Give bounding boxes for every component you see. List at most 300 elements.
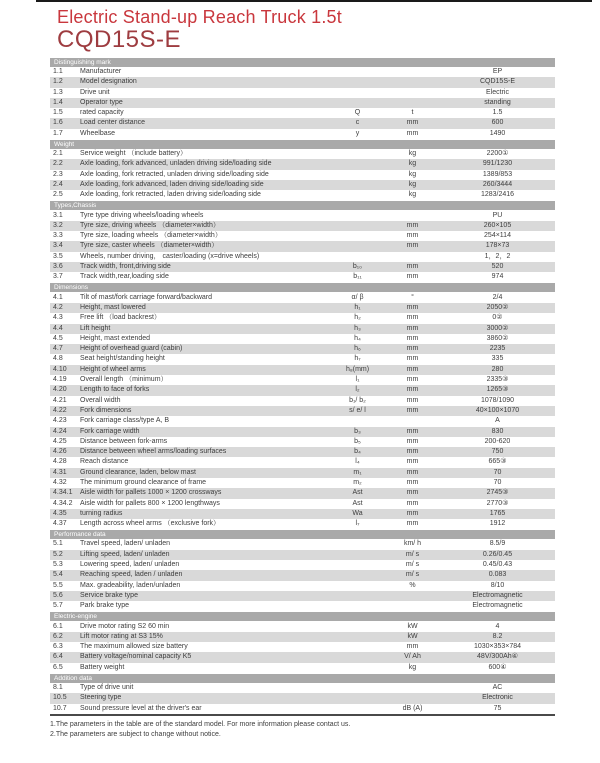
row-value: 830 (491, 427, 504, 435)
row-unit: mm (406, 314, 419, 322)
spec-row (50, 149, 555, 159)
row-label: Aisle width for pallets 1000 × 1200 crossways (80, 489, 222, 497)
row-label: Seat height/standing height (80, 355, 165, 363)
row-number: 5.5 (53, 581, 63, 589)
spec-row (50, 221, 555, 231)
row-value: 1，2，2 (484, 252, 511, 260)
row-symbol: h₃ (354, 324, 361, 332)
row-number: 3.3 (53, 232, 63, 240)
row-unit: kg (408, 180, 417, 188)
spec-row (50, 447, 555, 457)
spec-row (50, 129, 555, 139)
spec-row (50, 499, 555, 509)
row-label: Length across wheel arms （exclusive fork） (80, 520, 221, 528)
row-unit: mm (406, 520, 419, 528)
spec-row (50, 478, 555, 488)
row-number: 6.4 (53, 653, 63, 661)
spec-row (50, 591, 555, 601)
row-label: Battery weight (80, 663, 125, 671)
row-unit: mm (406, 643, 419, 651)
row-label: Lifting speed, laden/ unladen (80, 550, 170, 558)
row-number: 5.2 (53, 550, 63, 558)
row-value: 70 (493, 468, 502, 476)
spec-row (50, 293, 555, 303)
row-symbol: h₁ (354, 303, 361, 311)
row-number: 4.4 (53, 324, 63, 332)
footnote-1: 1.The parameters in the table are of the standard model. For more information please contact us. (50, 721, 351, 728)
section-header: Addition data (50, 674, 555, 683)
row-unit: kg (408, 150, 417, 158)
row-symbol: h₂ (354, 314, 361, 322)
row-symbol: Ast (352, 489, 363, 497)
row-value: 520 (491, 263, 504, 271)
spec-row (50, 324, 555, 334)
section-header: Distinguishing mark (50, 58, 555, 67)
row-number: 4.25 (53, 437, 67, 445)
spec-row (50, 683, 555, 693)
row-number: 1.6 (53, 119, 63, 127)
spec-row (50, 77, 555, 87)
spec-row (50, 118, 555, 128)
row-value: 0② (492, 314, 503, 322)
row-value: 600④ (488, 663, 507, 671)
row-label: Height, mast extended (80, 334, 151, 342)
section-header: Performance data (50, 530, 555, 539)
row-label: Battery voltage/nominal capacity K5 (80, 653, 192, 661)
row-label: Overall length （minimum） (80, 376, 168, 384)
row-label: Drive unit (80, 88, 110, 96)
row-unit: mm (406, 263, 419, 271)
row-value: 8/10 (490, 581, 505, 589)
row-unit: kg (408, 663, 417, 671)
spec-row (50, 396, 555, 406)
section-header: Electric-engine (50, 612, 555, 621)
row-symbol: h₈(mm) (345, 365, 370, 373)
row-label: Reach distance (80, 458, 129, 466)
row-number: 4.26 (53, 448, 67, 456)
row-unit: ° (411, 293, 414, 301)
spec-row (50, 334, 555, 344)
row-value: 1389/853 (482, 170, 513, 178)
spec-row (50, 509, 555, 519)
spec-row (50, 560, 555, 570)
row-label: Model designation (80, 78, 137, 86)
row-symbol: m₂ (353, 478, 362, 486)
row-value: AC (492, 684, 503, 692)
row-unit: mm (406, 406, 419, 414)
row-number: 3.5 (53, 252, 63, 260)
row-number: 5.7 (53, 602, 63, 610)
row-label: Sound pressure level at the driver's ear (80, 704, 202, 712)
row-number: 5.6 (53, 591, 63, 599)
row-unit: kg (408, 160, 417, 168)
row-number: 5.1 (53, 540, 63, 548)
row-value: 280 (491, 365, 504, 373)
row-label: The minimum ground clearance of frame (80, 478, 207, 486)
row-value: 2335③ (486, 376, 509, 384)
spec-row (50, 652, 555, 662)
spec-row (50, 211, 555, 221)
row-unit: mm (406, 489, 419, 497)
row-number: 3.7 (53, 273, 63, 281)
row-number: 4.19 (53, 376, 67, 384)
row-unit: mm (406, 509, 419, 517)
row-number: 3.2 (53, 221, 63, 229)
row-symbol: l₂ (355, 386, 360, 394)
row-unit: mm (406, 334, 419, 342)
spec-row (50, 416, 555, 426)
row-unit: kW (407, 622, 418, 630)
row-label: Travel speed, laden/ unladen (80, 540, 171, 548)
row-symbol: b₁₀ (352, 263, 363, 271)
row-value: Electromagnetic (472, 602, 523, 610)
row-value: 600 (491, 119, 504, 127)
row-unit: m/ s (405, 550, 420, 558)
row-value: 254×114 (484, 232, 511, 240)
spec-row (50, 663, 555, 673)
row-value: 1265③ (486, 386, 509, 394)
footnotes (50, 720, 555, 740)
row-value: 75 (493, 704, 502, 712)
row-value: 260/3444 (482, 180, 513, 188)
row-number: 4.34.1 (53, 489, 73, 497)
row-label: Height of overhead guard (cabin) (80, 345, 183, 353)
row-value: 1490 (489, 129, 506, 137)
row-number: 8.1 (53, 684, 63, 692)
row-value: 8.2 (492, 632, 503, 640)
row-value: 8.5/9 (489, 540, 506, 548)
row-value: 2/4 (492, 293, 503, 301)
row-number: 4.35 (53, 509, 67, 517)
row-value: PU (492, 211, 503, 219)
row-value: 70 (493, 478, 502, 486)
row-symbol: s/ e/ l (349, 406, 366, 414)
row-unit: mm (406, 386, 419, 394)
spec-row (50, 385, 555, 395)
row-number: 4.20 (53, 386, 67, 394)
spec-row (50, 622, 555, 632)
row-unit: mm (406, 448, 419, 456)
row-symbol: m₁ (353, 468, 362, 476)
row-unit: mm (406, 303, 419, 311)
spec-row (50, 67, 555, 77)
row-number: 2.5 (53, 191, 63, 199)
row-label: Steering type (80, 694, 122, 702)
row-value: Electromagnetic (472, 591, 523, 599)
row-value: 4 (495, 622, 500, 630)
spec-row (50, 550, 555, 560)
spec-row (50, 98, 555, 108)
row-label: Ground clearance, laden, below mast (80, 468, 196, 476)
row-symbol: b₅ (354, 437, 361, 445)
row-label: Track width,rear,loading side (80, 273, 169, 281)
spec-row (50, 252, 555, 262)
spec-row (50, 581, 555, 591)
row-number: 4.32 (53, 478, 67, 486)
row-symbol: l₇ (355, 520, 360, 528)
row-label: Wheelbase (80, 129, 116, 137)
row-label: Overall width (80, 396, 121, 404)
row-symbol: Ast (352, 499, 363, 507)
row-number: 4.8 (53, 355, 63, 363)
row-value: 1030×353×784 (473, 643, 522, 651)
spec-row (50, 457, 555, 467)
spec-row (50, 303, 555, 313)
row-unit: mm (406, 376, 419, 384)
spec-table (50, 57, 555, 716)
row-number: 6.2 (53, 632, 63, 640)
row-number: 4.2 (53, 303, 63, 311)
section-header: Weight (50, 140, 555, 149)
row-symbol: b₁/ b₂ (349, 396, 366, 404)
row-value: A (495, 417, 500, 425)
row-value: 1078/1090 (480, 396, 515, 404)
row-label: Distance between fork-arms (80, 437, 168, 445)
row-unit: mm (406, 499, 419, 507)
row-number: 10.5 (53, 694, 67, 702)
row-unit: m/ s (405, 571, 420, 579)
row-unit: V/ Ah (404, 653, 421, 661)
row-unit: mm (406, 355, 419, 363)
top-rule (36, 0, 592, 2)
row-unit: mm (406, 232, 419, 240)
row-unit: dB (A) (402, 704, 423, 712)
row-symbol: h₄ (354, 334, 361, 342)
row-label: Tyre size, driving wheels （diameter×width） (80, 221, 220, 229)
row-label: Fork carriage width (80, 427, 140, 435)
row-value: 3860② (486, 334, 509, 342)
section-header: Dimensions (50, 283, 555, 292)
row-number: 4.7 (53, 345, 63, 353)
row-unit: mm (406, 478, 419, 486)
spec-row (50, 642, 555, 652)
row-value: 665③ (488, 458, 507, 466)
row-number: 10.7 (53, 704, 67, 712)
row-value: 260×105 (483, 221, 512, 229)
row-label: Lift motor rating at S3 15% (80, 632, 163, 640)
row-number: 5.3 (53, 561, 63, 569)
row-label: Length to face of forks (80, 386, 150, 394)
row-label: Manufacturer (80, 68, 122, 75)
row-number: 1.3 (53, 88, 63, 96)
row-value: Electric (486, 88, 509, 96)
row-unit: mm (406, 396, 419, 404)
row-value: 3000② (486, 324, 509, 332)
row-label: Park brake type (80, 602, 130, 610)
spec-row (50, 601, 555, 611)
row-unit: m/ s (405, 561, 420, 569)
row-number: 4.22 (53, 406, 67, 414)
row-label: rated capacity (80, 109, 124, 117)
spec-row (50, 159, 555, 169)
row-label: Fork dimensions (80, 406, 132, 414)
row-label: Load center distance (80, 119, 145, 127)
row-unit: mm (406, 242, 419, 250)
row-value: 2745③ (486, 489, 509, 497)
row-symbol: h₆ (354, 345, 361, 353)
spec-row (50, 427, 555, 437)
row-unit: mm (406, 427, 419, 435)
row-number: 4.3 (53, 314, 63, 322)
row-symbol: Wa (352, 509, 363, 517)
row-symbol: b₃ (354, 427, 361, 435)
model-title: CQD15S-E (57, 26, 182, 53)
row-label: Wheels, number driving， caster/loading (x=drive wheels) (80, 252, 260, 260)
spec-row (50, 180, 555, 190)
row-label: Height, mast lowered (80, 303, 146, 311)
footnote-2: 2.The parameters are subject to change without notice. (50, 731, 221, 738)
row-number: 6.3 (53, 643, 63, 651)
row-label: turning radius (80, 509, 123, 517)
spec-row (50, 262, 555, 272)
row-value: 1765 (489, 509, 506, 517)
row-number: 4.24 (53, 427, 67, 435)
spec-row (50, 406, 555, 416)
row-unit: kW (407, 632, 418, 640)
row-unit: mm (406, 273, 419, 281)
row-number: 4.1 (53, 293, 63, 301)
row-number: 4.10 (53, 365, 67, 373)
row-unit: kg (408, 191, 417, 199)
row-unit: mm (406, 221, 419, 229)
row-number: 4.28 (53, 458, 67, 466)
row-number: 4.21 (53, 396, 67, 404)
row-value: 2050② (486, 303, 509, 311)
spec-row (50, 437, 555, 447)
row-label: Tyre type driving wheels/loading wheels (80, 211, 204, 219)
row-value: 2200① (486, 150, 509, 158)
row-value: 1912 (489, 520, 506, 528)
row-unit: mm (406, 324, 419, 332)
spec-row (50, 632, 555, 642)
spec-row (50, 365, 555, 375)
row-value: 178×73 (485, 242, 510, 250)
spec-row (50, 272, 555, 282)
row-label: Axle loading, fork retracted, laden driving side/loading side (80, 191, 261, 199)
row-value: 40×100×1070 (475, 406, 520, 414)
spec-row (50, 375, 555, 385)
row-unit: km/ h (403, 540, 422, 548)
row-unit: mm (406, 365, 419, 373)
row-label: Tyre size, loading wheels （diameter×width） (80, 232, 222, 240)
row-number: 3.6 (53, 263, 63, 271)
spec-row (50, 693, 555, 703)
row-unit: mm (406, 119, 419, 127)
row-unit: % (409, 581, 416, 589)
spec-row (50, 170, 555, 180)
row-value: 1.5 (492, 109, 503, 117)
spec-row (50, 108, 555, 118)
spec-row (50, 241, 555, 251)
row-number: 6.1 (53, 622, 63, 630)
spec-row (50, 344, 555, 354)
section-header: Types,Chassis (50, 201, 555, 210)
row-symbol: l₄ (355, 458, 360, 466)
row-symbol: c (355, 119, 360, 127)
row-symbol: y (355, 129, 360, 137)
row-number: 1.2 (53, 78, 63, 86)
row-label: Height of wheel arms (80, 365, 146, 373)
row-number: 4.34.2 (53, 499, 73, 507)
row-label: Lowering speed, laden/ unladen (80, 561, 180, 569)
row-number: 1.1 (53, 68, 63, 75)
product-title: Electric Stand-up Reach Truck 1.5t (57, 7, 342, 27)
row-label: Axle loading, fork retracted, unladen driving side/loading side (80, 170, 269, 178)
row-number: 1.4 (53, 98, 63, 106)
spec-row (50, 190, 555, 200)
row-symbol: α/ β (351, 293, 364, 301)
row-unit: mm (406, 129, 419, 137)
row-number: 4.37 (53, 520, 67, 528)
row-value: 1283/2416 (480, 191, 515, 199)
row-symbol: Q (354, 109, 361, 117)
row-number: 3.4 (53, 242, 63, 250)
row-value: CQD15S-E (479, 78, 515, 86)
row-value: 0.083 (488, 571, 507, 579)
spec-row (50, 539, 555, 549)
spec-row (50, 488, 555, 498)
spec-row (50, 570, 555, 580)
row-label: Aisle width for pallets 800 × 1200 lengthways (80, 499, 220, 507)
row-value: 750 (491, 448, 504, 456)
row-number: 5.4 (53, 571, 63, 579)
row-value: 974 (491, 273, 504, 281)
row-number: 2.2 (53, 160, 63, 168)
row-value: 991/1230 (482, 160, 513, 168)
row-value: 2235 (489, 345, 506, 353)
row-label: Distance between wheel arms/loading surfaces (80, 448, 227, 456)
row-number: 2.4 (53, 180, 63, 188)
spec-row (50, 313, 555, 323)
row-label: Reaching speed, laden / unladen (80, 571, 183, 579)
row-number: 3.1 (53, 211, 63, 219)
spec-row (50, 231, 555, 241)
row-value: standing (484, 98, 511, 106)
row-label: Type of drive unit (80, 684, 134, 692)
row-label: Tilt of mast/fork carriage forward/backward (80, 293, 213, 301)
row-unit: kg (408, 170, 417, 178)
row-number: 6.5 (53, 663, 63, 671)
row-label: Max. gradeability, laden/unladen (80, 581, 181, 589)
row-unit: t (411, 109, 414, 117)
row-value: 2770③ (486, 499, 509, 507)
row-symbol: h₇ (354, 355, 361, 363)
row-label: Axle loading, fork advanced, laden driving side/loading side (80, 180, 264, 188)
row-number: 4.23 (53, 417, 67, 425)
row-unit: mm (406, 437, 419, 445)
row-number: 1.5 (53, 109, 63, 117)
spec-row (50, 354, 555, 364)
row-number: 1.7 (53, 129, 63, 137)
spec-row (50, 519, 555, 529)
row-label: The maximum allowed size battery (80, 643, 188, 651)
row-value: 0.45/0.43 (482, 561, 513, 569)
spec-row (50, 468, 555, 478)
title-block (57, 7, 342, 52)
row-number: 2.1 (53, 150, 63, 158)
row-number: 4.31 (53, 468, 67, 476)
row-label: Lift height (80, 324, 111, 332)
row-number: 4.5 (53, 334, 63, 342)
row-symbol: l₁ (355, 376, 360, 384)
row-symbol: b₁₁ (353, 273, 362, 281)
row-value: 0.26/0.45 (482, 550, 513, 558)
row-label: Tyre size, caster wheels （diameter×width） (80, 242, 219, 250)
row-unit: mm (406, 458, 419, 466)
row-number: 2.3 (53, 170, 63, 178)
row-label: Service brake type (80, 591, 138, 599)
row-unit: mm (406, 468, 419, 476)
